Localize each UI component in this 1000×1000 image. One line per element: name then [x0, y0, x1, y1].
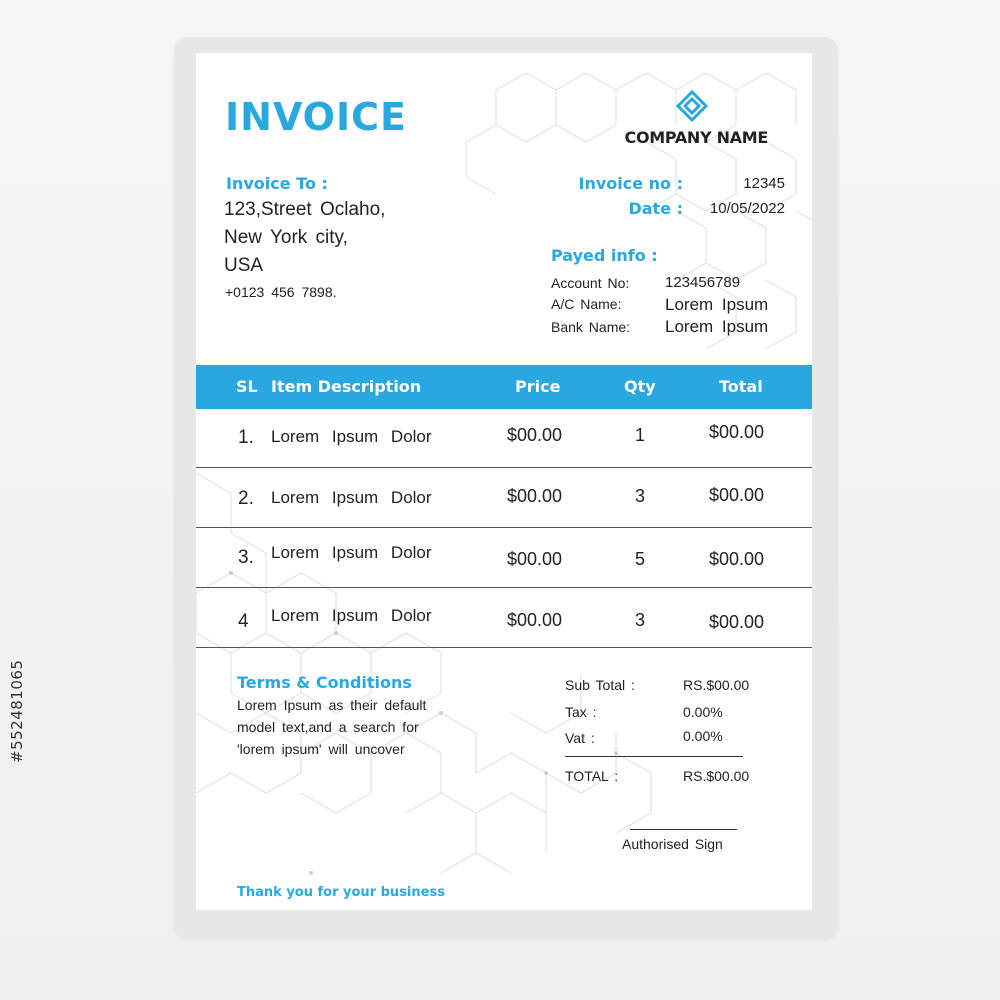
row-qty: 3	[635, 610, 646, 630]
row-total: $00.00	[709, 549, 765, 569]
row-divider	[196, 527, 812, 528]
items-table-header	[196, 365, 812, 409]
account-no-value: 123456789	[665, 274, 741, 291]
row-description: Lorem Ipsum Dolor	[271, 606, 432, 625]
invoice-title: INVOICE	[225, 95, 407, 139]
address-line-2: New York city,	[224, 227, 348, 248]
row-total: $00.00	[709, 422, 765, 442]
address-line-3: USA	[224, 255, 264, 276]
row-description: Lorem Ipsum Dolor	[271, 427, 432, 446]
invoice-date: 10/05/2022	[709, 200, 785, 217]
date-label: Date :	[628, 199, 683, 218]
row-price: $00.00	[507, 549, 563, 569]
tax-label: Tax :	[565, 704, 597, 720]
signature-line	[630, 829, 737, 830]
header-total: Total	[719, 377, 763, 396]
terms-title: Terms & Conditions	[237, 673, 412, 692]
address-line-1: 123,Street Oclaho,	[224, 199, 386, 220]
ac-name-label: A/C Name:	[551, 296, 622, 312]
row-qty: 3	[635, 486, 646, 506]
company-name: COMPANY NAME	[624, 128, 768, 147]
diamond-logo-icon	[675, 89, 709, 123]
row-total: $00.00	[709, 612, 765, 632]
invoice-sheet	[196, 53, 812, 910]
bank-name-value: Lorem Ipsum	[665, 317, 769, 336]
total-value: RS.$00.00	[683, 768, 750, 784]
row-divider	[196, 647, 812, 648]
row-price: $00.00	[507, 425, 563, 445]
row-price: $00.00	[507, 486, 563, 506]
row-qty: 1	[635, 425, 646, 445]
payed-info-label: Payed info :	[551, 246, 658, 265]
invoice-number: 12345	[743, 175, 785, 192]
row-divider	[196, 467, 812, 468]
header-item-description: Item Description	[271, 377, 422, 396]
thank-you-note: Thank you for your business	[237, 885, 445, 900]
header-sl: SL	[236, 377, 258, 396]
totals-divider	[565, 756, 743, 757]
row-description: Lorem Ipsum Dolor	[271, 488, 432, 507]
header-qty: Qty	[624, 377, 656, 396]
invoice-to-label: Invoice To :	[226, 174, 328, 193]
total-label: TOTAL :	[565, 768, 619, 784]
row-divider	[196, 587, 812, 588]
row-sl: 3.	[238, 547, 254, 568]
row-sl: 4	[238, 611, 249, 632]
ac-name-value: Lorem Ipsum	[665, 295, 769, 314]
row-sl: 2.	[238, 488, 254, 509]
sub-total-label: Sub Total :	[565, 677, 635, 693]
terms-line-2: model text,and a search for	[237, 719, 419, 735]
header-price: Price	[515, 377, 561, 396]
row-description: Lorem Ipsum Dolor	[271, 543, 432, 562]
terms-line-3: 'lorem ipsum' will uncover	[237, 741, 405, 757]
invoice-no-label: Invoice no :	[578, 174, 683, 193]
terms-line-1: Lorem Ipsum as their default	[237, 697, 427, 713]
stock-id-label: #552481065	[8, 659, 26, 763]
vat-label: Vat :	[565, 730, 595, 746]
bank-name-label: Bank Name:	[551, 319, 631, 335]
row-sl: 1.	[238, 427, 254, 448]
row-price: $00.00	[507, 610, 563, 630]
phone-number: +0123 456 7898.	[225, 284, 337, 300]
tax-value: 0.00%	[683, 704, 723, 720]
row-qty: 5	[635, 549, 646, 569]
row-total: $00.00	[709, 485, 765, 505]
sub-total-value: RS.$00.00	[683, 677, 750, 693]
account-no-label: Account No:	[551, 275, 630, 291]
vat-value: 0.00%	[683, 728, 723, 744]
authorised-sign-label: Authorised Sign	[622, 836, 723, 852]
